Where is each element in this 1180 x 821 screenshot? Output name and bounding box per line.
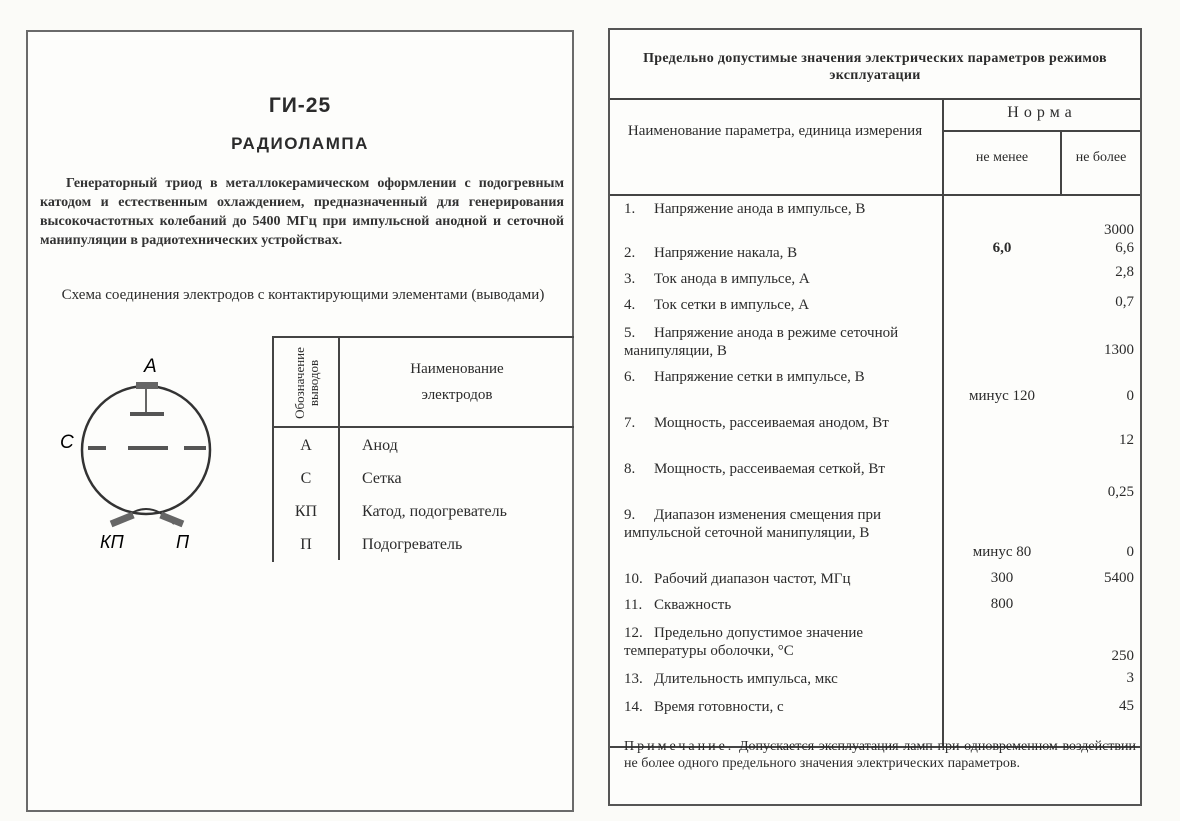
tube-electrode-diagram — [58, 354, 238, 550]
lamp-code-title: ГИ-25 — [268, 94, 332, 117]
param-max: 3 — [1126, 670, 1134, 686]
param-number: 5. — [624, 325, 636, 341]
pin-row — [274, 461, 574, 494]
right-page — [608, 28, 1142, 806]
param-label: Ток анода в импульсе, А — [654, 271, 810, 287]
param-label: Предельно допустимое значение температуры оболочки, °С — [624, 625, 864, 659]
pin-electrode-name: Катод, подогреватель — [362, 503, 507, 520]
param-name — [624, 270, 924, 288]
grid-pin — [88, 446, 106, 450]
param-name — [624, 698, 924, 716]
param-min: 300 — [990, 570, 1014, 586]
param-number: 1. — [624, 201, 636, 217]
param-min: минус 120 — [969, 388, 1035, 404]
pin-table-code-header — [274, 338, 340, 428]
norm-divider — [942, 130, 1140, 132]
cathode-heater-pin — [110, 512, 135, 527]
anode-diagram-label: А — [144, 356, 157, 377]
param-min: 800 — [990, 596, 1014, 612]
pin-electrode-name: Анод — [362, 437, 398, 454]
param-number: 9. — [624, 507, 636, 523]
param-label: Напряжение анода в режиме сеточной манипуляции, В — [624, 325, 899, 359]
param-max: 3000 — [1104, 222, 1134, 238]
lamp-type-heading: РАДИОЛАМПА — [231, 134, 369, 153]
pin-code: А — [274, 428, 340, 461]
param-number: 13. — [624, 671, 643, 687]
pin-electrode-name: Подогреватель — [362, 536, 463, 553]
pin-code: КП — [274, 494, 340, 527]
note-text: Допускается эксплуатация ламп при одновременном воздействии не более одного предельного значения электрических параметров. — [624, 739, 1137, 771]
param-label: Напряжение анода в импульсе, В — [654, 201, 866, 217]
param-name — [624, 506, 924, 542]
scheme-title: Схема соединения электродов с контактирующими элементами (выводами) — [61, 287, 545, 303]
param-number: 8. — [624, 461, 636, 477]
pin-table-name-header — [340, 338, 574, 428]
param-label: Напряжение сетки в импульсе, В — [654, 369, 865, 385]
param-min: минус 80 — [972, 544, 1032, 560]
param-name — [624, 296, 924, 314]
anode-pin — [136, 382, 158, 389]
param-label: Мощность, рассеиваемая анодом, Вт — [654, 415, 889, 431]
param-label: Мощность, рассеиваемая сеткой, Вт — [654, 461, 885, 477]
min-column-header: не менее — [975, 150, 1029, 165]
pin-code: С — [274, 461, 340, 494]
param-name — [624, 244, 924, 262]
param-number: 2. — [624, 245, 636, 261]
param-max: 0,7 — [1115, 294, 1134, 310]
param-label: Диапазон изменения смещения при импульсной сеточной манипуляции, В — [624, 507, 882, 541]
param-name — [624, 624, 924, 660]
header-divider — [610, 194, 1140, 196]
param-name — [624, 368, 924, 386]
param-label: Длительность импульса, мкс — [654, 671, 838, 687]
param-max: 0 — [1126, 544, 1134, 560]
limits-table-title: Предельно допустимые значения электрических параметров режимов эксплуатации — [643, 51, 1107, 83]
param-name — [624, 596, 924, 614]
pin-table-rows — [274, 428, 574, 562]
note-paragraph — [624, 738, 1136, 772]
param-max: 5400 — [1104, 570, 1134, 586]
param-number: 4. — [624, 297, 636, 313]
param-number: 11. — [624, 597, 643, 613]
param-number: 7. — [624, 415, 636, 431]
param-max: 45 — [1119, 698, 1134, 714]
max-column-header: не более — [1075, 150, 1127, 165]
param-min: 6,0 — [992, 240, 1012, 256]
param-max: 12 — [1119, 432, 1134, 448]
grid-electrode — [128, 446, 168, 450]
param-name — [624, 324, 924, 360]
param-name — [624, 570, 924, 588]
param-number: 10. — [624, 571, 643, 587]
pin-row — [274, 527, 574, 560]
anode-electrode — [130, 412, 164, 416]
pin-row — [274, 494, 574, 527]
grid-diagram-label: С — [60, 432, 74, 453]
lamp-description: Генераторный триод в металлокерамическом оформлении с подогревным катодом и естественным охлаждением, предназначенный для генерирования высокочастотных колебаний до 5400 МГц при импульсной анодной и сеточной манипуляции в радиотехнических устройствах. — [40, 176, 564, 248]
param-name — [624, 670, 924, 688]
param-max: 1300 — [1104, 342, 1134, 358]
param-column-header: Наименование параметра, единица измерения — [627, 123, 923, 139]
pin-table — [272, 336, 574, 562]
param-max: 0 — [1126, 388, 1134, 404]
param-label: Напряжение накала, В — [654, 245, 798, 261]
param-number: 6. — [624, 369, 636, 385]
heater-diagram-label: П — [176, 532, 190, 550]
heater-pin — [159, 512, 184, 527]
param-label: Рабочий диапазон частот, МГц — [654, 571, 851, 587]
note-lead: Примечание. — [624, 739, 735, 754]
param-number: 3. — [624, 271, 636, 287]
param-max: 6,6 — [1115, 240, 1134, 256]
param-label: Время готовности, с — [654, 699, 784, 715]
pin-name-header-text: Наименование электродов — [410, 361, 504, 403]
param-max: 0,25 — [1107, 484, 1134, 500]
param-label: Скважность — [654, 597, 732, 613]
param-max: 2,8 — [1115, 264, 1134, 280]
heater-electrode — [184, 446, 206, 450]
title-divider — [610, 98, 1140, 100]
left-page — [26, 30, 574, 812]
pin-row — [274, 428, 574, 461]
param-label: Ток сетки в импульсе, А — [654, 297, 810, 313]
param-name — [624, 414, 924, 432]
cathode-heater-diagram-label: КП — [100, 532, 124, 550]
param-number: 14. — [624, 699, 643, 715]
param-name — [624, 460, 924, 478]
pin-electrode-name: Сетка — [362, 470, 402, 487]
param-max: 250 — [1111, 648, 1134, 664]
pin-code-header-text: Обозначение выводов — [292, 347, 321, 419]
param-number: 12. — [624, 625, 643, 641]
norm-header: Норма — [1007, 104, 1077, 121]
pin-code: П — [274, 527, 340, 560]
param-name — [624, 200, 924, 218]
